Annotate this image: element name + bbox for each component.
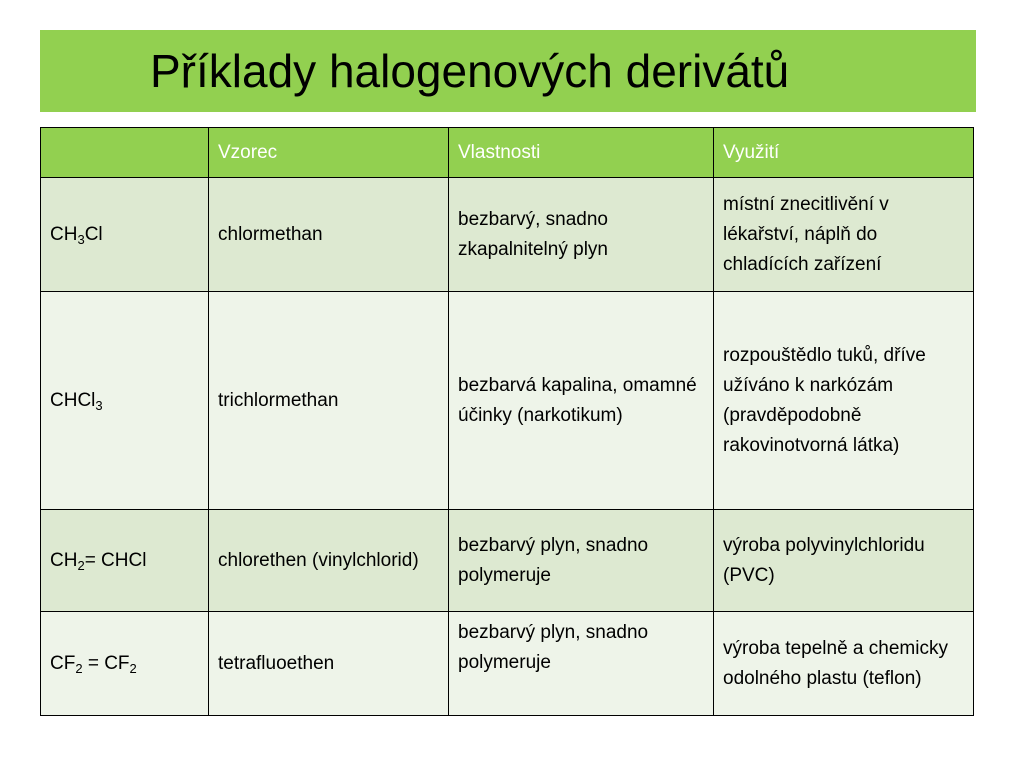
header-vlastnosti: Vlastnosti [449, 128, 714, 178]
page-title: Příklady halogenových derivátů [150, 45, 790, 97]
table-row [41, 612, 974, 716]
usage-cell: výroba polyvinylchloridu (PVC) [714, 510, 974, 612]
header-vyuziti: Využití [714, 128, 974, 178]
name-cell: trichlormethan [209, 292, 449, 510]
formula-cell: $CH_2=$ CHCl [41, 510, 209, 612]
derivatives-table [40, 127, 974, 716]
name-cell: chlormethan [209, 178, 449, 292]
formula-subscript: 3 [95, 397, 103, 413]
formula-cell: $CH_3Cl$ [41, 178, 209, 292]
properties-cell: bezbarvý, snadno zkapalnitelný plyn [449, 178, 714, 292]
formula-subscript: 3 [77, 231, 85, 247]
properties-cell: bezbarvý plyn, snadno polymeruje [449, 612, 714, 716]
formula-subscript: 2 [129, 660, 137, 676]
usage-cell: místní znecitlivění v lékařství, náplň do chladících zařízení [714, 178, 974, 292]
name-cell: chlorethen (vinylchlorid) [209, 510, 449, 612]
name-cell: tetrafluoethen [209, 612, 449, 716]
header-vzorec: Vzorec [209, 128, 449, 178]
usage-cell: rozpouštědlo tuků, dříve užíváno k narkózám (pravděpodobně rakovinotvorná látka) [714, 292, 974, 510]
formula-subscript: 2 [75, 660, 83, 676]
table-row [41, 510, 974, 612]
properties-cell: bezbarvý plyn, snadno polymeruje [449, 510, 714, 612]
title-bar [40, 30, 976, 112]
table-header-row [41, 128, 974, 178]
usage-cell: výroba tepelně a chemicky odolného plastu (teflon) [714, 612, 974, 716]
formula-cell: $CF_2 = CF_2$ [41, 612, 209, 716]
formula-cell: CHCl$_3$ [41, 292, 209, 510]
table-row [41, 178, 974, 292]
table-row [41, 292, 974, 510]
formula-subscript: 2 [77, 557, 85, 573]
properties-cell: bezbarvá kapalina, omamné účinky (narkotikum) [449, 292, 714, 510]
header-formula-column [41, 128, 209, 178]
